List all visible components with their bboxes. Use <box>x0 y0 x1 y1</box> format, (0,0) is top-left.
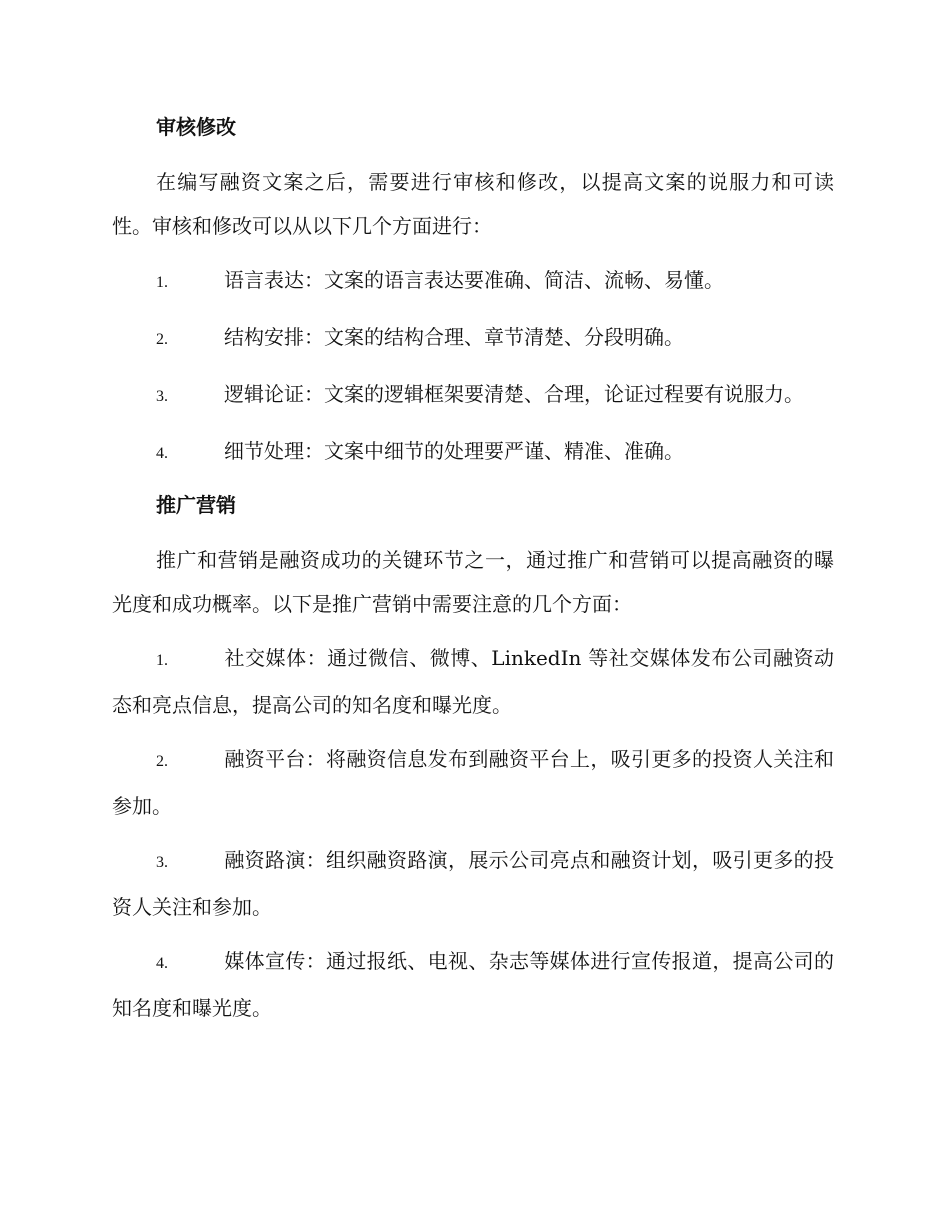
list-number: 3. <box>156 854 168 871</box>
list-item <box>112 737 834 828</box>
list-number: 2. <box>156 753 168 770</box>
list-item <box>112 939 834 1030</box>
list-item <box>112 258 834 305</box>
list-item <box>112 372 834 419</box>
list-number: 1. <box>156 652 168 669</box>
list-number: 2. <box>156 331 168 348</box>
section-heading-marketing: 推广营销 <box>156 493 236 517</box>
section-heading-review: 审核修改 <box>156 115 236 139</box>
list-item-text: 媒体宣传：通过报纸、电视、杂志等媒体进行宣传报道，提高公司的知名度和曝光度。 <box>112 949 834 1020</box>
list-number: 1. <box>156 274 168 291</box>
list-item-text: 社交媒体：通过微信、微博、LinkedIn 等社交媒体发布公司融资动态和亮点信息，提高公司的知名度和曝光度。 <box>112 646 834 717</box>
list-number: 3. <box>156 388 168 405</box>
list-item <box>112 636 834 727</box>
document-body <box>112 108 834 1040</box>
list-number: 4. <box>156 955 168 972</box>
section-intro-review: 在编写融资文案之后，需要进行审核和修改，以提高文案的说服力和可读性。审核和修改可以从以下几个方面进行： <box>112 170 834 238</box>
list-item-text: 融资路演：组织融资路演，展示公司亮点和融资计划，吸引更多的投资人关注和参加。 <box>112 848 834 919</box>
list-number: 4. <box>156 445 168 462</box>
list-item <box>112 315 834 362</box>
list-item-text: 细节处理：文案中细节的处理要严谨、精准、准确。 <box>224 439 684 463</box>
list-item-text: 语言表达：文案的语言表达要准确、简洁、流畅、易懂。 <box>224 268 724 292</box>
list-item-text: 逻辑论证：文案的逻辑框架要清楚、合理，论证过程要有说服力。 <box>224 382 804 406</box>
list-item <box>112 838 834 929</box>
list-item-text: 融资平台：将融资信息发布到融资平台上，吸引更多的投资人关注和参加。 <box>112 747 834 818</box>
list-item-text: 结构安排：文案的结构合理、章节清楚、分段明确。 <box>224 325 684 349</box>
section-intro-marketing: 推广和营销是融资成功的关键环节之一，通过推广和营销可以提高融资的曝光度和成功概率。以下是推广营销中需要注意的几个方面： <box>112 548 834 616</box>
list-item <box>112 429 834 476</box>
